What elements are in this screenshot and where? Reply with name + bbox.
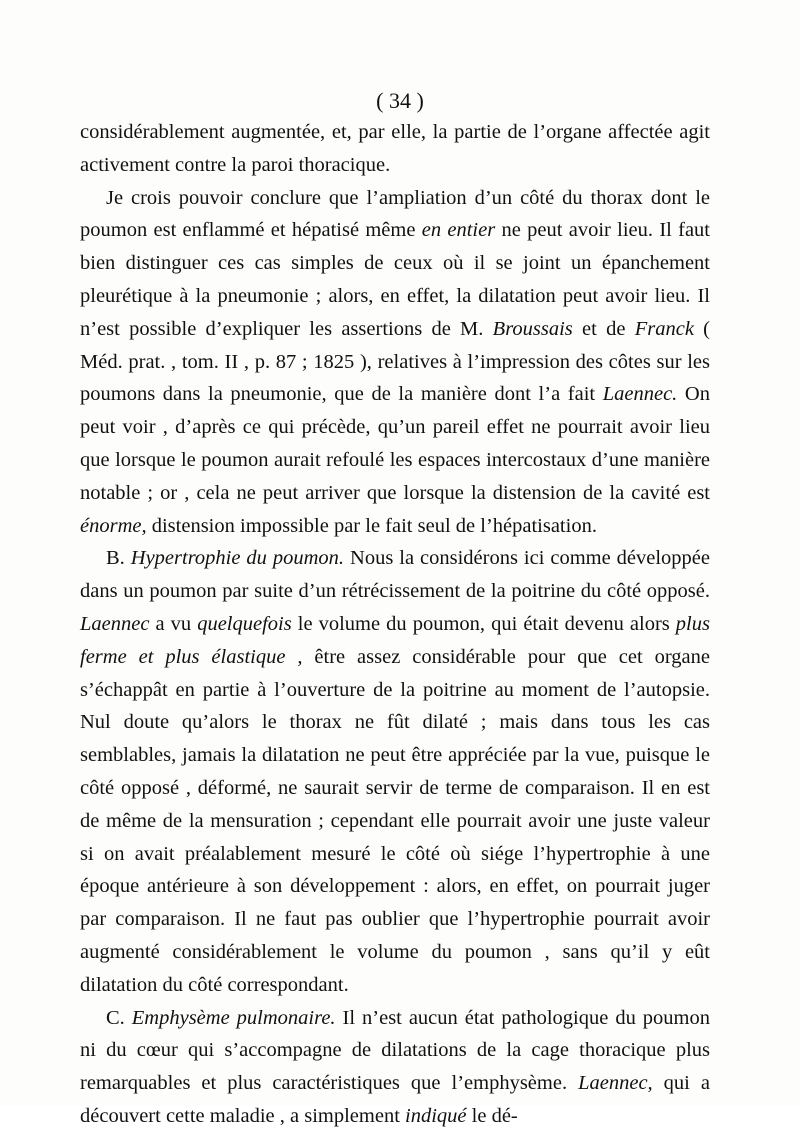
italic-text: en entier (421, 219, 496, 242)
italic-text: Emphysème pulmonaire. (131, 1006, 336, 1029)
text-segment: ( Méd. prat. , tom. II , p. 87 ; 1825 ), relatives à l’impression des côtes sur les poumons dans la pneumonie, que de la manière dont l’a fait (80, 317, 711, 406)
paragraph (80, 182, 710, 543)
italic-text: quelquefois (197, 612, 292, 635)
text-segment: ne peut avoir lieu. Il faut bien distinguer ces cas simples de ceux où il se joint un épanchement pleurétique à la pneumonie ; alors, en effet, la dilatation peut avoir lieu. Il n’est possible d’expliquer les assertions de M. (80, 219, 711, 340)
text-segment: qui a découvert cette maladie , a simplement (80, 1072, 710, 1127)
italic-text: Laennec. (602, 383, 678, 406)
italic-text: Franck (634, 317, 694, 340)
text-segment: Je crois pouvoir conclure que l’ampliation d’un côté du thorax dont le poumon est enflammé et hépatisé même (80, 186, 710, 242)
text-segment: a vu (149, 612, 198, 635)
text-segment: Nous la considérons ici comme développée dans un poumon par suite d’un rétrécissement de la poitrine du côté opposé. (80, 547, 710, 603)
paragraph (80, 116, 710, 182)
italic-text: plus ferme et plus élastique , (80, 612, 710, 668)
text-segment: considérablement augmentée, et, par elle, la partie de l’organe affectée agit activement contre la paroi thoracique. (80, 121, 710, 176)
text-segment: Il n’est aucun état pathologique du poumon ni du cœur qui s’accompagne de dilatations de la cage thoracique plus remarquables et plus caractéristiques que l’emphysème. (80, 1006, 710, 1095)
text-segment: C. (106, 1006, 132, 1029)
body-text (80, 116, 710, 1133)
text-segment: B. (106, 547, 131, 570)
text-segment: On peut voir , d’après ce qui précède, qu’un pareil effet ne pourrait avoir lieu que lorsque le poumon aurait refoulé les espaces intercostaux d’une manière notable ; or , cela ne peut arriver que lorsque la distension de la cavité est (80, 383, 710, 504)
italic-text: Broussais (492, 317, 573, 340)
italic-text: Hypertrophie du poumon. (130, 547, 345, 570)
italic-text: Laennec, (578, 1072, 653, 1095)
text-segment: distension impossible par le fait seul de l’hépatisation. (146, 514, 597, 537)
page-number: ( 34 ) (376, 88, 424, 113)
italic-text: Laennec (80, 612, 150, 635)
italic-text: énorme, (80, 514, 147, 537)
text-segment: le volume du poumon, qui était devenu alors (291, 612, 676, 635)
text-segment: être assez considérable pour que cet organe s’échappât en partie à l’ouverture de la poitrine au moment de l’autopsie. Nul doute qu’alors le thorax ne fût dilaté ; mais dans tous les cas semblables, jamais la dilatation ne peut être appréciée par la vue, puisque le côté opposé , déformé, ne saurait servir de terme de comparaison. Il en est de même de la mensuration ; cependant elle pourrait avoir une juste valeur si on avait préalablement mesuré le côté où siége l’hypertrophie à une époque antérieure à son développement : alors, en effet, on pourrait juger par comparaison. Il ne faut pas oublier que l’hypertrophie pourrait avoir augmenté considérablement le volume du poumon , sans qu’il y eût dilatation du côté correspondant. (80, 645, 710, 996)
text-segment: le dé- (466, 1104, 518, 1127)
italic-text: indiqué (405, 1104, 467, 1127)
paragraph (80, 542, 710, 1001)
text-segment: et de (572, 317, 635, 340)
paragraph (80, 1002, 710, 1133)
